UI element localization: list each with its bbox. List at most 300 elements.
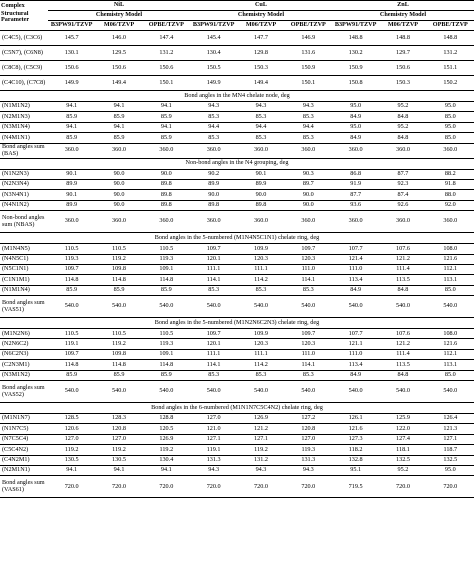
table-cell: 109.7: [48, 264, 95, 274]
table-cell: 114.1: [285, 275, 332, 285]
table-cell: 109.7: [190, 244, 237, 254]
table-cell: 87.7: [332, 190, 379, 200]
table-cell: 128.8: [143, 414, 190, 424]
model-name: B3PW91/TZVP: [190, 21, 237, 31]
table-cell: 94.3: [285, 102, 332, 112]
row-label: (N1N7C5): [0, 424, 48, 434]
section-header-row: [0, 233, 474, 244]
table-cell: 150.6: [95, 61, 142, 76]
table-cell: 540.0: [379, 381, 426, 403]
table-cell: 150.9: [285, 61, 332, 76]
table-cell: 94.3: [237, 465, 284, 475]
table-cell: 120.5: [143, 424, 190, 434]
table-body: [0, 31, 474, 498]
table-cell: 119.3: [143, 254, 190, 264]
table-cell: 148.8: [332, 31, 379, 46]
table-cell: 121.0: [190, 424, 237, 434]
table-cell: 90.0: [285, 200, 332, 210]
table-cell: 360.0: [427, 143, 474, 158]
section-title: Non-bond angles in the N4 grouping, deg: [0, 158, 474, 169]
row-label: (N4N1N2): [0, 200, 48, 210]
table-cell: 150.6: [379, 61, 426, 76]
table-cell: 131.2: [237, 455, 284, 465]
table-cell: 145.4: [190, 31, 237, 46]
table-cell: 89.9: [237, 179, 284, 189]
table-cell: 111.4: [379, 264, 426, 274]
model-name: M06/TZVP: [95, 21, 142, 31]
table-row: [0, 349, 474, 359]
table-cell: 95.1: [332, 465, 379, 475]
table-cell: 92.0: [427, 200, 474, 210]
table-cell: 112.1: [427, 349, 474, 359]
table-cell: 110.5: [48, 244, 95, 254]
table-cell: 148.8: [427, 31, 474, 46]
table-cell: 89.8: [190, 200, 237, 210]
row-label: (C2N3M1): [0, 360, 48, 370]
table-cell: 109.1: [143, 264, 190, 274]
table-cell: 92.3: [379, 179, 426, 189]
table-cell: 132.5: [427, 455, 474, 465]
table-cell: 150.9: [332, 61, 379, 76]
table-cell: 720.0: [427, 476, 474, 498]
table-cell: 90.0: [95, 169, 142, 179]
table-cell: 126.9: [237, 414, 284, 424]
table-cell: 94.1: [95, 122, 142, 132]
table-cell: 120.3: [237, 339, 284, 349]
table-cell: 95.2: [379, 122, 426, 132]
row-label: (N2M1N1): [0, 465, 48, 475]
table-cell: 110.5: [48, 329, 95, 339]
table-row: [0, 133, 474, 143]
table-cell: 107.6: [379, 244, 426, 254]
model-name: B3PW91/TZVP: [48, 21, 95, 31]
row-label: (N3M1N4): [0, 122, 48, 132]
table-cell: 85.3: [285, 285, 332, 295]
model-name: M06/TZVP: [237, 21, 284, 31]
table-cell: 360.0: [427, 211, 474, 233]
table-cell: 118.2: [332, 445, 379, 455]
table-row: [0, 31, 474, 46]
table-cell: 360.0: [379, 211, 426, 233]
table-cell: 126.4: [427, 414, 474, 424]
table-cell: 84.9: [332, 370, 379, 380]
table-cell: 720.0: [48, 476, 95, 498]
table-row: [0, 465, 474, 475]
table-cell: 131.3: [190, 455, 237, 465]
table-cell: 95.0: [427, 102, 474, 112]
table-cell: 129.5: [95, 46, 142, 61]
table-cell: 94.3: [285, 465, 332, 475]
table-cell: 119.2: [95, 339, 142, 349]
table-cell: 109.7: [190, 329, 237, 339]
section-header-row: [0, 318, 474, 329]
row-label: Bond angles sum (VAS51): [0, 296, 48, 318]
table-cell: 86.8: [332, 169, 379, 179]
table-cell: 125.9: [379, 414, 426, 424]
table-cell: 85.9: [143, 133, 190, 143]
table-cell: 360.0: [48, 143, 95, 158]
row-label: (N4M1N1): [0, 133, 48, 143]
model-name: M06/TZVP: [379, 21, 426, 31]
table-cell: 360.0: [190, 211, 237, 233]
table-cell: 89.9: [190, 179, 237, 189]
table-cell: 126.1: [332, 414, 379, 424]
table-cell: 119.1: [48, 339, 95, 349]
table-cell: 147.7: [237, 31, 284, 46]
row-label: (N7C5C4): [0, 434, 48, 444]
table-cell: 131.3: [285, 455, 332, 465]
table-cell: 360.0: [332, 211, 379, 233]
table-cell: 540.0: [190, 296, 237, 318]
table-row: [0, 445, 474, 455]
table-cell: 119.2: [143, 445, 190, 455]
table-row: [0, 244, 474, 254]
row-label: (M1N2N6): [0, 329, 48, 339]
complex-header: Complex: [0, 1, 48, 11]
table-row: [0, 476, 474, 498]
table-cell: 114.2: [237, 360, 284, 370]
row-label: Bond angles sum (VAS52): [0, 381, 48, 403]
table-cell: 90.0: [95, 190, 142, 200]
table-row: [0, 190, 474, 200]
section-header-row: [0, 158, 474, 169]
table-cell: 111.4: [379, 349, 426, 359]
row-label: (N2M1N3): [0, 112, 48, 122]
table-cell: 95.2: [379, 102, 426, 112]
table-cell: 360.0: [237, 143, 284, 158]
table-cell: 111.1: [190, 349, 237, 359]
model-header-1: Chemistry Model: [48, 11, 190, 21]
table-cell: 90.0: [95, 200, 142, 210]
table-cell: 720.0: [190, 476, 237, 498]
table-cell: 91.9: [332, 179, 379, 189]
table-cell: 540.0: [379, 296, 426, 318]
table-cell: 126.9: [143, 434, 190, 444]
table-cell: 114.8: [48, 275, 95, 285]
model-names-row: [0, 21, 474, 31]
table-cell: 84.9: [332, 133, 379, 143]
parameter-header: Structural Parameter: [1, 10, 30, 23]
section-title: Bond angles in the 5-numbered (M1N2N6C2N3) chelate ring, deg: [0, 318, 474, 329]
table-cell: 95.0: [427, 122, 474, 132]
table-cell: 540.0: [332, 296, 379, 318]
table-cell: 540.0: [427, 381, 474, 403]
table-cell: 127.3: [332, 434, 379, 444]
table-cell: 119.2: [237, 445, 284, 455]
row-label: (N2N3N4): [0, 179, 48, 189]
table-cell: 85.3: [237, 285, 284, 295]
table-row: [0, 46, 474, 61]
table-cell: 94.1: [143, 102, 190, 112]
table-cell: 90.0: [95, 179, 142, 189]
table-cell: 85.3: [237, 133, 284, 143]
table-cell: 119.3: [48, 254, 95, 264]
table-cell: 127.0: [190, 414, 237, 424]
table-cell: 89.8: [143, 190, 190, 200]
table-cell: 150.2: [427, 76, 474, 91]
table-cell: 93.6: [332, 200, 379, 210]
section-title: Bond angles in the MN4 chelate node, deg: [0, 91, 474, 102]
table-cell: 121.2: [379, 254, 426, 264]
table-cell: 85.9: [95, 112, 142, 122]
table-row: [0, 254, 474, 264]
table-cell: 95.0: [427, 465, 474, 475]
table-row: [0, 112, 474, 122]
table-cell: 95.0: [332, 102, 379, 112]
table-cell: 121.2: [237, 424, 284, 434]
table-cell: 90.0: [285, 190, 332, 200]
table-cell: 89.9: [48, 200, 95, 210]
table-cell: 540.0: [48, 296, 95, 318]
table-cell: 112.1: [427, 264, 474, 274]
table-cell: 113.1: [427, 275, 474, 285]
row-label: (N2N6C2): [0, 339, 48, 349]
table-cell: 149.9: [48, 76, 95, 91]
table-cell: 90.0: [190, 190, 237, 200]
table-cell: 85.0: [427, 112, 474, 122]
table-cell: 85.9: [48, 285, 95, 295]
table-cell: 88.0: [427, 190, 474, 200]
table-cell: 85.9: [48, 112, 95, 122]
table-cell: 131.6: [285, 46, 332, 61]
table-cell: 129.7: [379, 46, 426, 61]
table-cell: 109.7: [285, 244, 332, 254]
table-cell: 150.8: [332, 76, 379, 91]
table-cell: 107.7: [332, 329, 379, 339]
table-cell: 85.0: [427, 285, 474, 295]
table-cell: 94.1: [95, 102, 142, 112]
table-cell: 90.1: [48, 169, 95, 179]
row-label: (M1N1N7): [0, 414, 48, 424]
table-cell: 94.3: [237, 102, 284, 112]
table-cell: 540.0: [237, 296, 284, 318]
table-row: [0, 61, 474, 76]
table-cell: 110.5: [95, 329, 142, 339]
model-name: OPBE/TZVP: [285, 21, 332, 31]
table-cell: 85.0: [427, 370, 474, 380]
table-cell: 149.9: [190, 76, 237, 91]
table-cell: 145.7: [48, 31, 95, 46]
table-cell: 540.0: [95, 381, 142, 403]
table-cell: 148.8: [379, 31, 426, 46]
table-cell: 540.0: [143, 381, 190, 403]
table-row: [0, 424, 474, 434]
table-row: [0, 200, 474, 210]
table-cell: 109.8: [95, 349, 142, 359]
table-cell: 360.0: [237, 211, 284, 233]
table-cell: 127.0: [48, 434, 95, 444]
table-cell: 114.8: [143, 275, 190, 285]
table-cell: 90.0: [237, 190, 284, 200]
table-cell: 113.5: [379, 360, 426, 370]
table-cell: 119.3: [285, 445, 332, 455]
table-cell: 118.7: [427, 445, 474, 455]
row-label: (N3M1N2): [0, 370, 48, 380]
table-cell: 90.1: [48, 190, 95, 200]
row-label: (C8C8), (C5C9): [0, 61, 48, 76]
table-cell: 127.0: [95, 434, 142, 444]
table-cell: 121.6: [332, 424, 379, 434]
table-cell: 121.1: [332, 339, 379, 349]
table-cell: 114.1: [190, 275, 237, 285]
group-header-nil: NiL: [48, 1, 190, 11]
table-cell: 121.6: [427, 254, 474, 264]
table-cell: 540.0: [285, 296, 332, 318]
row-label: (N1N2N3): [0, 169, 48, 179]
table-cell: 111.1: [190, 264, 237, 274]
table-cell: 128.5: [48, 414, 95, 424]
table-cell: 127.0: [285, 434, 332, 444]
table-cell: 146.0: [95, 31, 142, 46]
table-cell: 94.1: [143, 122, 190, 132]
table-cell: 130.4: [143, 455, 190, 465]
table-row: [0, 360, 474, 370]
table-cell: 84.8: [379, 285, 426, 295]
table-row: [0, 370, 474, 380]
table-cell: 85.3: [190, 112, 237, 122]
table-cell: 127.4: [379, 434, 426, 444]
table-cell: 85.9: [143, 370, 190, 380]
table-cell: 94.3: [190, 465, 237, 475]
table-cell: 84.8: [379, 370, 426, 380]
row-label: (C5C4N2): [0, 445, 48, 455]
table-row: [0, 122, 474, 132]
table-cell: 150.3: [237, 61, 284, 76]
table-cell: 121.4: [332, 254, 379, 264]
table-cell: 719.5: [332, 476, 379, 498]
model-header-2: Chemistry Model: [190, 11, 332, 21]
table-cell: 85.9: [48, 370, 95, 380]
table-cell: 127.1: [427, 434, 474, 444]
table-cell: 130.4: [190, 46, 237, 61]
table-row: [0, 264, 474, 274]
model-header-3: Chemistry Model: [332, 11, 474, 21]
table-cell: 111.0: [285, 349, 332, 359]
table-row: [0, 76, 474, 91]
table-cell: 94.1: [48, 102, 95, 112]
table-row: [0, 339, 474, 349]
row-label: (N1M1N4): [0, 285, 48, 295]
table-cell: 540.0: [427, 296, 474, 318]
table-row: [0, 169, 474, 179]
table-cell: 128.3: [95, 414, 142, 424]
table-cell: 131.2: [143, 46, 190, 61]
table-cell: 121.3: [427, 424, 474, 434]
table-cell: 84.9: [332, 285, 379, 295]
table-cell: 107.7: [332, 244, 379, 254]
row-label: (C4C10), (C7C8): [0, 76, 48, 91]
table-cell: 94.1: [48, 465, 95, 475]
table-cell: 108.0: [427, 244, 474, 254]
row-label: (N1M1N2): [0, 102, 48, 112]
table-cell: 90.1: [237, 169, 284, 179]
table-row: [0, 143, 474, 158]
table-cell: 85.9: [95, 133, 142, 143]
table-row: [0, 434, 474, 444]
table-row: [0, 102, 474, 112]
table-cell: 360.0: [285, 143, 332, 158]
table-cell: 89.8: [237, 200, 284, 210]
table-cell: 360.0: [332, 143, 379, 158]
table-cell: 540.0: [332, 381, 379, 403]
table-cell: 540.0: [190, 381, 237, 403]
table-cell: 85.3: [285, 112, 332, 122]
table-cell: 119.1: [190, 445, 237, 455]
table-cell: 111.1: [237, 264, 284, 274]
table-cell: 94.3: [190, 102, 237, 112]
table-cell: 91.8: [427, 179, 474, 189]
table-cell: 90.0: [143, 169, 190, 179]
table-cell: 360.0: [379, 143, 426, 158]
group-header-cul: CuL: [190, 1, 332, 11]
table-cell: 360.0: [95, 211, 142, 233]
table-row: [0, 285, 474, 295]
table-cell: 111.1: [237, 349, 284, 359]
table-cell: 540.0: [143, 296, 190, 318]
table-cell: 146.9: [285, 31, 332, 46]
section-header-row: [0, 91, 474, 102]
model-name: B3PW91/TZVP: [332, 21, 379, 31]
table-cell: 109.8: [95, 264, 142, 274]
table-cell: 85.9: [95, 285, 142, 295]
table-cell: 114.8: [143, 360, 190, 370]
table-cell: 89.8: [143, 200, 190, 210]
table-cell: 114.8: [95, 360, 142, 370]
row-label: Bond angles sum (VAS61): [0, 476, 48, 498]
row-label: (N4N5C1): [0, 254, 48, 264]
table-cell: 109.9: [237, 244, 284, 254]
table-cell: 85.9: [95, 370, 142, 380]
table-cell: 119.2: [95, 445, 142, 455]
table-cell: 114.8: [48, 360, 95, 370]
table-row: [0, 179, 474, 189]
table-cell: 132.8: [332, 455, 379, 465]
table-cell: 130.5: [95, 455, 142, 465]
table-cell: 720.0: [143, 476, 190, 498]
table-cell: 114.2: [237, 275, 284, 285]
table-cell: 122.0: [379, 424, 426, 434]
table-cell: 720.0: [237, 476, 284, 498]
section-header-row: [0, 403, 474, 414]
table-cell: 120.8: [95, 424, 142, 434]
table-cell: 150.3: [379, 76, 426, 91]
section-title: Bond angles in the 6-numbered (M1N1N7C5C4N2) chelate ring, deg: [0, 403, 474, 414]
table-cell: 94.4: [237, 122, 284, 132]
table-cell: 89.7: [285, 179, 332, 189]
table-row: [0, 381, 474, 403]
table-cell: 111.0: [332, 264, 379, 274]
table-cell: 132.5: [379, 455, 426, 465]
table-cell: 85.9: [48, 133, 95, 143]
table-cell: 129.8: [237, 46, 284, 61]
row-label: (C4C5), (C3C6): [0, 31, 48, 46]
table-cell: 89.8: [143, 179, 190, 189]
table-cell: 150.1: [143, 76, 190, 91]
table-cell: 84.9: [332, 112, 379, 122]
table-cell: 150.1: [285, 76, 332, 91]
table-cell: 114.8: [95, 275, 142, 285]
table-row: [0, 296, 474, 318]
table-cell: 118.1: [379, 445, 426, 455]
row-label: Bond angles sum (BAS): [0, 143, 48, 158]
table-cell: 720.0: [285, 476, 332, 498]
table-cell: 109.7: [285, 329, 332, 339]
row-label: (C1N1M1): [0, 275, 48, 285]
table-cell: 109.7: [48, 349, 95, 359]
table-cell: 127.1: [237, 434, 284, 444]
table-cell: 149.4: [95, 76, 142, 91]
table-cell: 94.1: [95, 465, 142, 475]
